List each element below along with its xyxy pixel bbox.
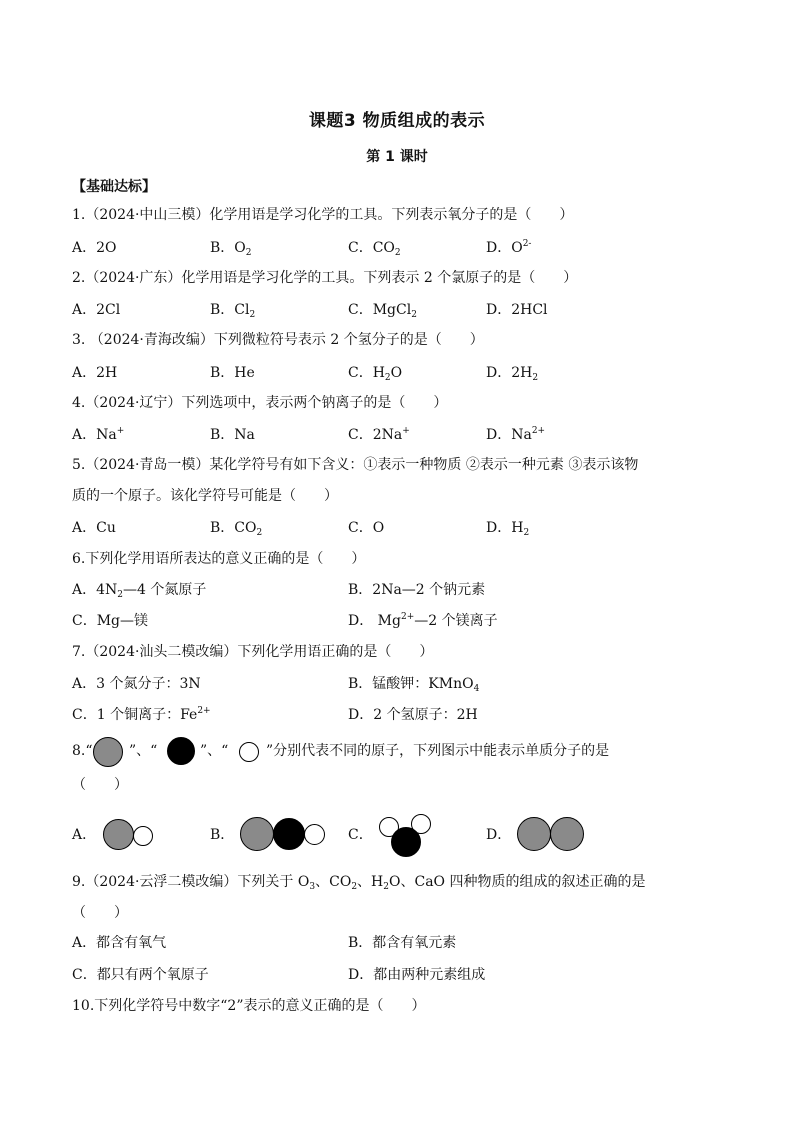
- q1-option-b: B．$O_2$: [210, 240, 252, 258]
- question-7-stem: 7.（2024·汕头二模改编）下列化学用语正确的是（ ）: [72, 644, 434, 660]
- page-title: 课题3 物质组成的表示: [308, 111, 486, 131]
- question-6-stem: 6.下列化学用语所表达的意义正确的是（ ）: [72, 551, 366, 567]
- q7-option-a: A．3 个氮分子：3N: [72, 676, 201, 692]
- section-heading: 【基础达标】: [72, 179, 156, 195]
- q3-option-c: C．$H_2O$: [348, 365, 403, 383]
- q2-option-b: B．$Cl_2$: [210, 302, 256, 320]
- question-9-stem: 9.（2024·云浮二模改编）下列关于 $O_3$、$CO_2$、$H_2O$、CaO 四种物质的组成的叙述正确的是: [72, 874, 646, 892]
- q2-option-a: A．2Cl: [72, 302, 121, 318]
- q3-option-d: D．$2H_2$: [486, 365, 539, 383]
- q7-option-c: C．1 个铜离子：$Fe^{2+}$: [72, 706, 211, 723]
- q3-option-a: A．2H: [72, 365, 118, 381]
- q5-option-d: D．$H_2$: [486, 520, 530, 538]
- question-1-stem: 1.（2024·中山三模）化学用语是学习化学的工具。下列表示氧分子的是（ ）: [72, 207, 574, 223]
- gray-atom-icon: [550, 817, 584, 851]
- question-5-stem-line-1: 5.（2024·青岛一模）某化学符号有如下含义：①表示一种物质 ②表示一种元素 ③表示该物: [72, 457, 639, 473]
- page-subtitle: 第 1 课时: [366, 149, 428, 165]
- gray-atom-icon: [103, 819, 134, 850]
- q9-option-a: A．都含有氧气: [72, 935, 167, 951]
- q8-option-d: D．: [486, 827, 512, 843]
- q8-option-c: C．: [348, 827, 373, 843]
- q8-stem-part-2: ”、“: [129, 743, 158, 759]
- q2-option-d: D．2HCl: [486, 302, 548, 318]
- q7-option-b: B．锰酸钾：KMnO$_4$: [348, 676, 480, 694]
- q1-option-d: D．$O^{2-}$: [486, 239, 532, 256]
- q9-option-d: D．都由两种元素组成: [348, 967, 486, 983]
- white-atom-icon: [304, 824, 325, 845]
- gray-atom-icon: [93, 737, 123, 767]
- q9-option-c: C．都只有两个氧原子: [72, 967, 209, 983]
- q6-option-a: A．$4N_2—4$ 个氮原子: [72, 582, 207, 600]
- q9-option-b: B．都含有氧元素: [348, 935, 457, 951]
- q8-stem-part-3: ”、“: [200, 743, 229, 759]
- question-3-stem: 3. （2024·青海改编）下列微粒符号表示 2 个氢分子的是（ ）: [72, 332, 484, 348]
- black-atom-icon: [391, 827, 421, 857]
- q8-answer-parentheses: （ ）: [72, 777, 128, 793]
- gray-atom-icon: [517, 817, 551, 851]
- q1-option-c: C．$CO_2$: [348, 240, 401, 258]
- q8-option-a: A．: [72, 827, 97, 843]
- q8-stem-part-4: ”分别代表不同的原子，下列图示中能表示单质分子的是: [266, 743, 610, 759]
- q6-option-c: C．Mg—镁: [72, 613, 149, 629]
- q7-option-d: D．2 个氢原子：2H: [348, 707, 478, 723]
- question-10-stem: 10.下列化学符号中数字“2”表示的意义正确的是（ ）: [72, 998, 426, 1014]
- q8-stem-part-1: 8.“: [72, 743, 93, 759]
- q5-option-a: A．Cu: [72, 520, 116, 536]
- q8-option-b: B．: [210, 827, 235, 843]
- white-atom-icon: [133, 826, 153, 846]
- q4-option-b: B．Na: [210, 427, 255, 443]
- q4-option-c: C．2Na+: [348, 426, 410, 443]
- gray-atom-icon: [240, 817, 274, 851]
- white-atom-icon: [239, 742, 259, 762]
- black-atom-icon: [273, 818, 305, 850]
- question-2-stem: 2.（2024·广东）化学用语是学习化学的工具。下列表示 2 个氯原子的是（ ）: [72, 270, 578, 286]
- q4-option-a: A．Na+: [72, 426, 125, 443]
- black-atom-icon: [167, 737, 195, 765]
- q6-option-d: D． $Mg^{2+}—2$ 个镁离子: [348, 612, 498, 629]
- q5-option-b: B．$CO_2$: [210, 520, 263, 538]
- q5-option-c: C．O: [348, 520, 385, 536]
- q6-option-b: B．2Na—2 个钠元素: [348, 582, 486, 598]
- q3-option-b: B．He: [210, 365, 255, 381]
- q2-option-c: C．MgCl$_2$: [348, 302, 417, 320]
- q9-answer-parentheses: （ ）: [72, 905, 128, 921]
- question-4-stem: 4.（2024·辽宁）下列选项中，表示两个钠离子的是（ ）: [72, 395, 448, 411]
- q1-option-a: A．2O: [72, 240, 117, 256]
- q4-option-d: D．$Na^{2+}$: [486, 426, 546, 443]
- question-5-stem-line-2: 质的一个原子。该化学符号可能是（ ）: [72, 488, 338, 504]
